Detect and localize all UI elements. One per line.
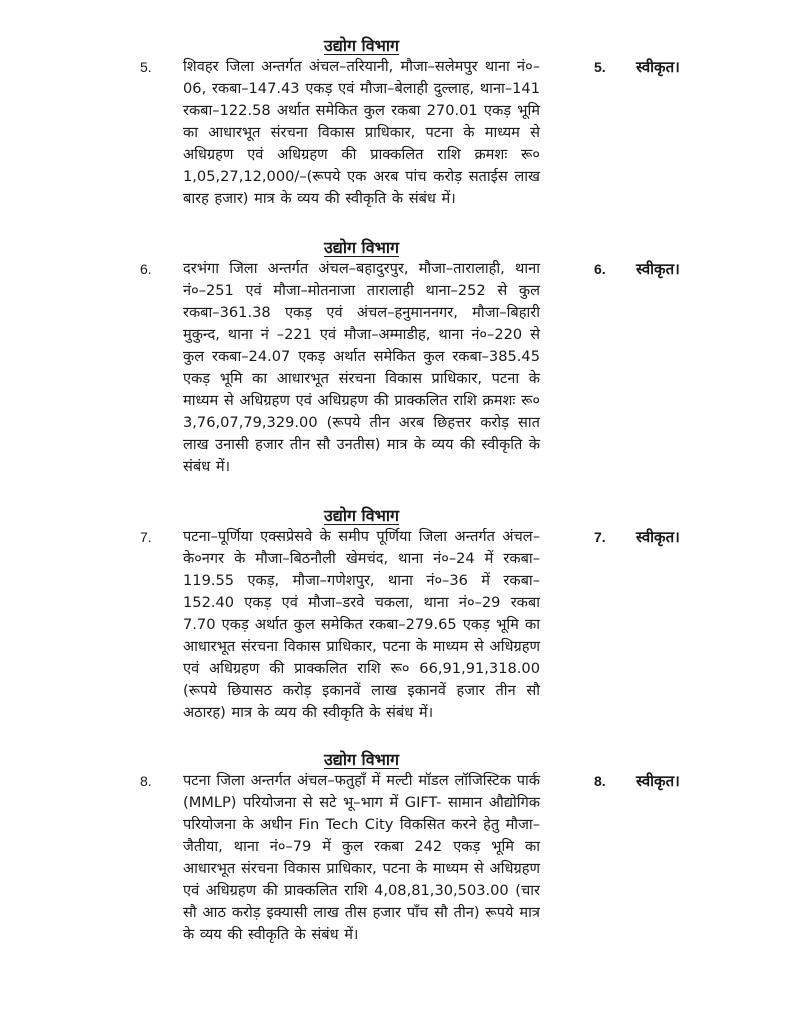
item-description: दरभंगा जिला अन्तर्गत अंचल–बहादुरपुर, मौजा–तारालाही, थाना नं०–251 एवं मौजा–मोतनाजा तारालाही थाना–252 से कुल रकबा–361.38 एकड़ एवं अंचल–हनुमाननगर, मौजा–बिहारी मुकुन्द, थाना नं –221 एवं मौजा–अम्माडीह, थाना नं०–220 से कुल रकबा–24.07 एकड़ अर्थात समेकित कुल रकबा–385.45 एकड़ भूमि का आधारभूत संरचना विकास प्राधिकार, पटना के माध्यम से अधिग्रहण एवं अधिग्रहण की प्राक्कलित राशि क्रमशः रू० 3,76,07,79,329.00 (रूपये तीन अरब छिहत्तर करोड़ सात लाख उनासी हजार तीन सौ उनतीस) मात्र के व्यय की स्वीकृति के संबंध में।	[183, 260, 540, 475]
item-number: 5.	[140, 59, 152, 75]
item-description: पटना–पूर्णिया एक्सप्रेसवे के समीप पूर्णिया जिला अन्तर्गत अंचल–के०नगर के मौजा–बिठनौली खेमचंद, थाना नं०–24 में रकबा–119.55 एकड़, मौजा–गणेशपुर, थाना नं०–36 में रकबा–152.40 एकड़ एवं मौजा–डरवे चकला, थाना नं०–29 रकबा 7.70 एकड़ अर्थात कुल समेकित रकबा–279.65 एकड़ भूमि का आधारभूत संरचना विकास प्राधिकार, पटना के माध्यम से अधिग्रहण एवं अधिग्रहण की प्राक्कलित राशि रू० 66,91,91,318.00 (रूपये छियासठ करोड़ इकानवें लाख इकानवें हजार तीन सौ अठारह) मात्र के व्यय की स्वीकृति के संबंध में।	[183, 528, 540, 721]
department-heading: उद्योग विभाग	[323, 238, 399, 257]
item-number: 8.	[140, 773, 152, 789]
item-number: 7.	[140, 529, 152, 545]
decision-status: स्वीकृत।	[636, 58, 680, 76]
decision-number: 6.	[594, 261, 606, 277]
item-description: शिवहर जिला अन्तर्गत अंचल–तरियानी, मौजा–सलेमपुर थाना नं०–06, रकबा–147.43 एकड़ एवं मौजा–बेलाही दुल्लाह, थाना–141 रकबा–122.58 अर्थात समेकित कुल रकबा 270.01 एकड़ भूमि का आधारभूत संरचना विकास प्राधिकार, पटना के माध्यम से अधिग्रहण एवं अधिग्रहण की प्राक्कलित राशि क्रमशः रू० 1,05,27,12,000/–(रूपये एक अरब पांच करोड़ सताईस लाख बारह हजार) मात्र के व्यय की स्वीकृति के संबंध में।	[183, 58, 540, 207]
department-heading: उद्योग विभाग	[323, 36, 399, 55]
department-heading: उद्योग विभाग	[323, 750, 399, 769]
decision-status: स्वीकृत।	[636, 260, 680, 278]
decision-number: 7.	[594, 529, 606, 545]
department-heading: उद्योग विभाग	[323, 506, 399, 525]
decision-number: 5.	[594, 59, 606, 75]
item-number: 6.	[140, 261, 152, 277]
decision-status: स्वीकृत।	[636, 772, 680, 790]
item-description: पटना जिला अन्तर्गत अंचल–फतुहाँ में मल्टी मॉडल लॉजिस्टिक पार्क (MMLP) परियोजना से सटे भू–भाग में GIFT- सामान औद्योगिक परियोजना के अधीन Fin Tech City विकसित करने हेतु मौजा–जैतीया, थाना नं०–79 में कुल रकबा 242 एकड़ भूमि का आधारभूत संरचना विकास प्राधिकार, पटना के माध्यम से अधिग्रहण एवं अधिग्रहण की प्राक्कलित राशि 4,08,81,30,503.00 (चार सौ आठ करोड़ इक्यासी लाख तीस हजार पाँच सौ तीन) रूपये मात्र के व्यय की स्वीकृति के संबंध में।	[183, 772, 540, 943]
decision-number: 8.	[594, 773, 606, 789]
decision-status: स्वीकृत।	[636, 528, 680, 546]
